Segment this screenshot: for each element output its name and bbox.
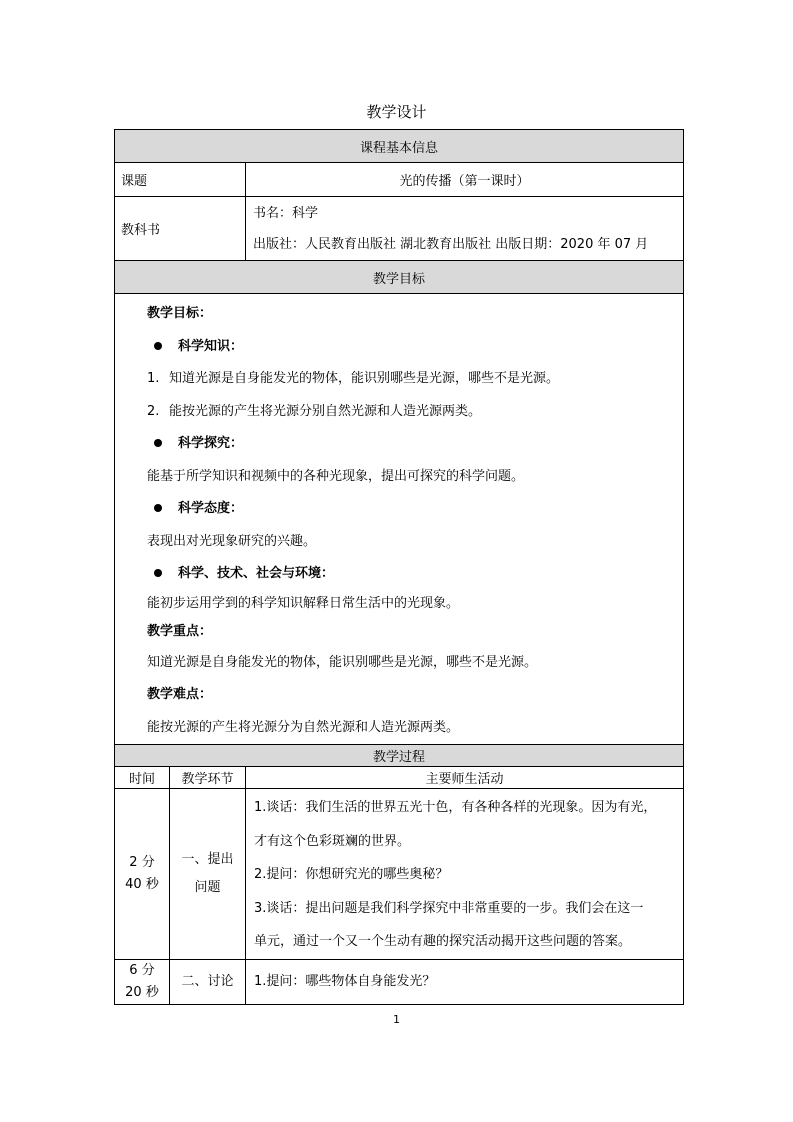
bullet-icon	[154, 439, 162, 447]
inquiry-title: 科学探究：	[178, 436, 244, 451]
attitude-title: 科学态度：	[178, 501, 244, 516]
key-point-title: 教学重点：	[147, 623, 213, 639]
sts-text: 能初步运用学到的科学知识解释日常生活中的光现象。	[147, 595, 460, 611]
process-header: 教学过程	[115, 745, 684, 767]
page-number: 1	[393, 1013, 400, 1026]
step-cell: 二、讨论	[170, 959, 246, 1004]
column-header-time: 时间	[115, 767, 170, 789]
key-point-text: 知道光源是自身能发光的物体，能识别哪些是光源，哪些不是光源。	[147, 654, 538, 670]
knowledge-item: 2. 能按光源的产生将光源分别自然光源和人造光源两类。	[147, 403, 482, 419]
difficulty-title: 教学难点：	[147, 687, 213, 702]
time-cell: 2 分 40 秒	[115, 789, 170, 960]
column-header-step: 教学环节	[170, 767, 246, 789]
book-name: 书名：科学	[253, 205, 319, 221]
inquiry-text: 能基于所学知识和视频中的各种光现象，提出可探究的科学问题。	[147, 468, 525, 484]
objectives-intro: 教学目标：	[147, 306, 213, 321]
bullet-icon	[154, 504, 162, 512]
process-row	[115, 789, 684, 960]
topic-label: 课题	[115, 163, 246, 197]
activity-line: 单元，通过一个又一个生动有趣的探究活动揭开这些问题的答案。	[254, 934, 632, 949]
activity-line: 1.谈话：我们生活的世界五光十色，有各种各样的光现象。因为有光，	[254, 800, 657, 815]
attitude-heading	[147, 493, 673, 526]
activity-cell	[246, 959, 684, 1004]
objectives-content	[115, 294, 684, 745]
attitude-text: 表现出对光现象研究的兴趣。	[147, 533, 317, 549]
sts-title: 科学、技术、社会与环境：	[178, 566, 335, 581]
basic-info-header: 课程基本信息	[115, 130, 684, 163]
activity-cell	[246, 789, 684, 960]
bullet-icon	[154, 569, 162, 577]
lesson-plan-table	[114, 129, 684, 1005]
activity-line: 才有这个色彩斑斓的世界。	[254, 833, 411, 849]
activity-line: 2.提问：你想研究光的哪些奥秘？	[254, 867, 449, 882]
document-title: 教学设计	[366, 103, 427, 121]
inquiry-heading	[147, 428, 673, 461]
textbook-info	[246, 197, 684, 261]
topic-value: 光的传播（第一课时）	[246, 163, 684, 197]
publisher-line: 出版社：人民教育出版社 湖北教育出版社 出版日期：2020 年 07 月	[253, 236, 649, 252]
activity-line: 3.谈话：提出问题是我们科学探究中非常重要的一步。我们会在这一	[254, 900, 644, 916]
objectives-header: 教学目标	[115, 261, 684, 294]
knowledge-heading	[147, 331, 673, 364]
sts-heading	[147, 558, 673, 591]
column-header-activity: 主要师生活动	[246, 767, 684, 789]
textbook-label: 教科书	[115, 197, 246, 261]
activity-line: 1.提问：哪些物体自身能发光？	[254, 973, 436, 989]
difficulty-text: 能按光源的产生将光源分为自然光源和人造光源两类。	[147, 719, 460, 735]
knowledge-item: 1. 知道光源是自身能发光的物体，能识别哪些是光源，哪些不是光源。	[147, 371, 560, 386]
step-cell: 一、提出 问题	[170, 789, 246, 960]
time-cell: 6 分 20 秒	[115, 959, 170, 1004]
process-row	[115, 959, 684, 1004]
bullet-icon	[154, 342, 162, 350]
knowledge-title: 科学知识：	[178, 338, 244, 354]
